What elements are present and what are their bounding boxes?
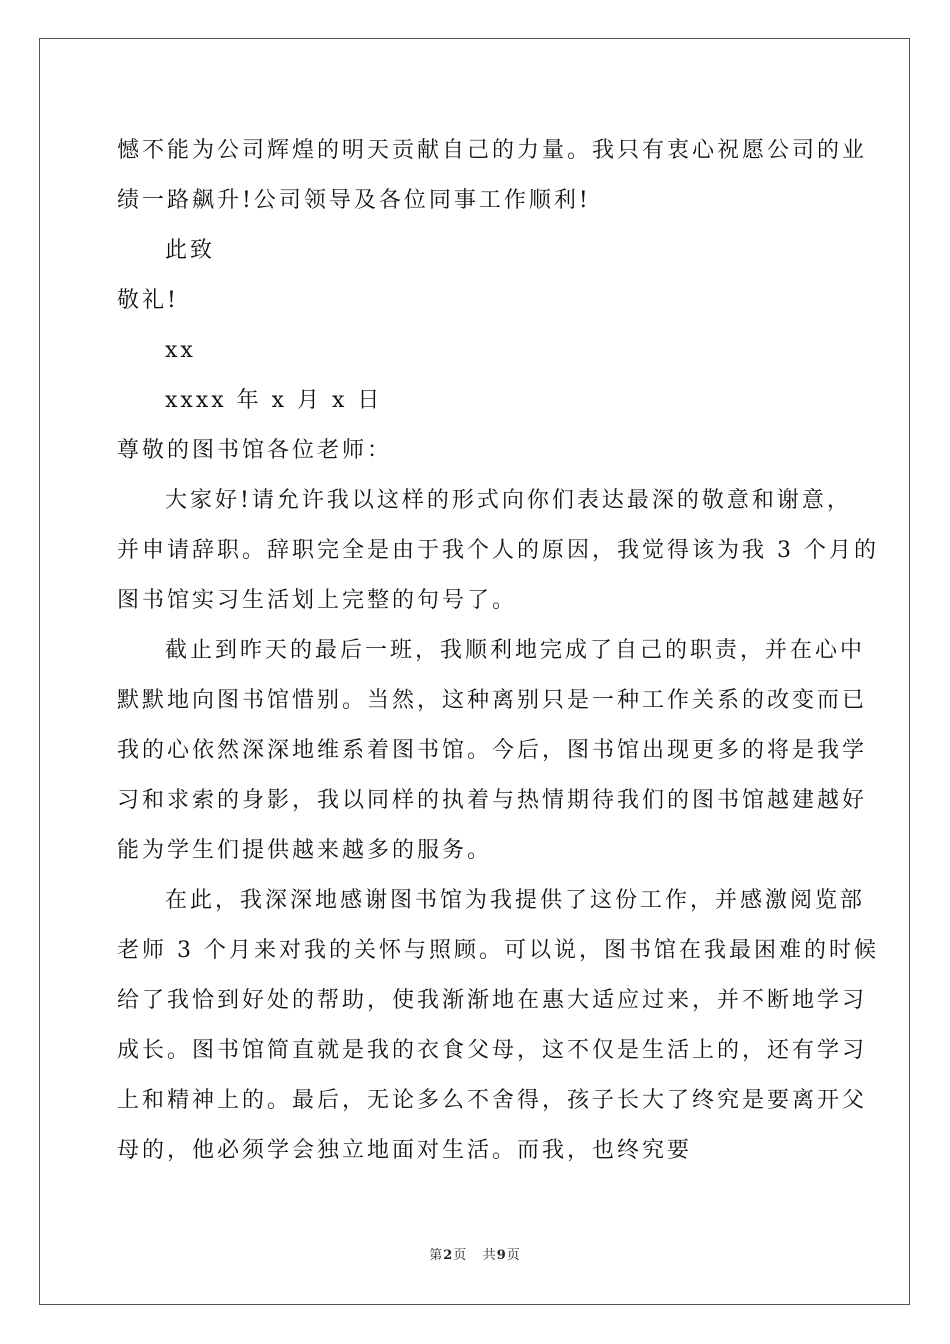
page-number-prefix: 第 xyxy=(429,1248,444,1263)
page-total-suffix: 页 xyxy=(506,1248,521,1263)
signature-name: xx xyxy=(165,338,196,363)
closing-salutation: 此致 xyxy=(165,238,216,263)
page-number-suffix: 页 xyxy=(453,1248,468,1263)
text-line: 绩一路飙升!公司领导及各位同事工作顺利! xyxy=(117,188,591,213)
text-line: 能为学生们提供越来越多的服务。 xyxy=(117,838,493,863)
text-line: 截止到昨天的最后一班，我顺利地完成了自己的职责，并在心中 xyxy=(165,638,866,663)
text-line: 上和精神上的。最后，无论多么不舍得，孩子长大了终究是要离开父 xyxy=(117,1088,868,1113)
text-line: 习和求索的身影，我以同样的执着与热情期待我们的图书馆越建越好 xyxy=(117,788,868,813)
document-body xyxy=(117,126,879,1176)
text-line: 憾不能为公司辉煌的明天贡献自己的力量。我只有衷心祝愿公司的业 xyxy=(117,138,868,163)
closing-regards: 敬礼! xyxy=(117,288,179,313)
page-number-current: 2 xyxy=(443,1248,454,1263)
text-line: 在此，我深深地感谢图书馆为我提供了这份工作，并感激阅览部 xyxy=(165,888,866,913)
text-line: 默默地向图书馆惜别。当然，这种离别只是一种工作关系的改变而已 xyxy=(117,688,868,713)
text-line: 母的，他必须学会独立地面对生活。而我，也终究要 xyxy=(117,1138,693,1163)
text-line: 老师 3 个月来对我的关怀与照顾。可以说，图书馆在我最困难的时候 xyxy=(117,938,879,963)
page-total-count: 9 xyxy=(496,1248,507,1263)
text-line: 图书馆实习生活划上完整的句号了。 xyxy=(117,588,518,613)
text-line: 大家好!请允许我以这样的形式向你们表达最深的敬意和谢意， xyxy=(165,488,852,513)
text-line: 我的心依然深深地维系着图书馆。今后，图书馆出现更多的将是我学 xyxy=(117,738,868,763)
page-footer xyxy=(0,1246,950,1266)
page-total-prefix: 共 xyxy=(482,1248,497,1263)
text-line: 给了我恰到好处的帮助，使我渐渐地在惠大适应过来，并不断地学习 xyxy=(117,988,868,1013)
signature-date: xxxx 年 x 月 x 日 xyxy=(165,388,383,413)
text-line: 并申请辞职。辞职完全是由于我个人的原因，我觉得该为我 3 个月的 xyxy=(117,538,879,563)
letter-greeting: 尊敬的图书馆各位老师： xyxy=(117,438,393,463)
text-line: 成长。图书馆简直就是我的衣食父母，这不仅是生活上的，还有学习 xyxy=(117,1038,868,1063)
